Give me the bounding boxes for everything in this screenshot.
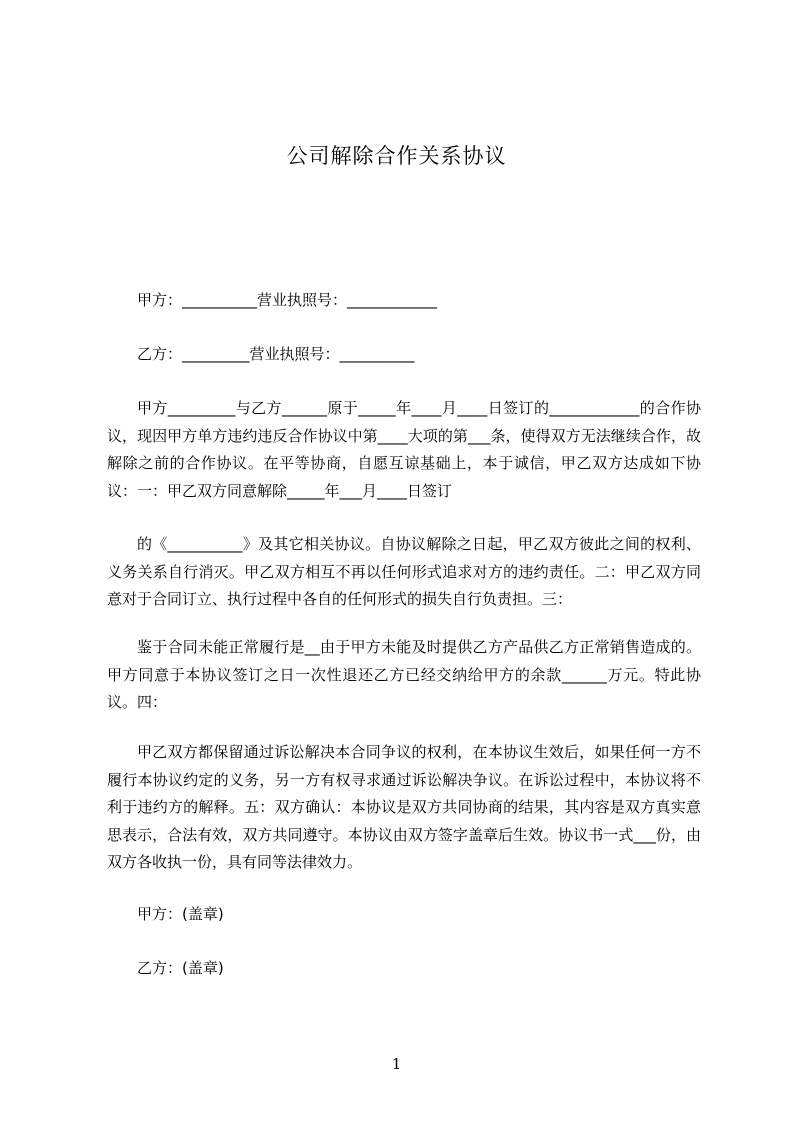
- party-b-line: 乙方：_________营业执照号：__________: [137, 345, 415, 363]
- clause-four-five-paragraph: 甲乙双方都保留通过诉讼解决本合同争议的权利，在本协议生效后，如果任何一方不履行本协议约定的义务，另一方有权寻求通过诉讼解决争议。在诉讼过程中，本协议将不利于违约方的解释。五：双方确认：本协议是双方共同协商的结果，其内容是双方真实意思表示，合法有效，双方共同遵守。本协议由双方签字盖章后生效。协议书一式___份，由双方各收执一份，具有同等法律效力。: [107, 743, 701, 871]
- party-b-seal-line: 乙方：(盖章): [137, 959, 224, 977]
- clause-three-paragraph: 鉴于合同未能正常履行是__由于甲方未能及时提供乙方产品供乙方正常销售造成的。甲方同意于本协议签订之日一次性退还乙方已经交纳给甲方的余款______万元。特此协议。四：: [107, 638, 701, 711]
- agreement-intro-paragraph: 甲方_________与乙方______原于_____年____月____日签订的____________的合作协议，现因甲方单方违约违反合作协议中第____大项的第___条，使得双方无法继续合作，故解除之前的合作协议。在平等协商，自愿互谅基础上，本于诚信，甲乙双方达成如下协议：一：甲乙双方同意解除_____年___月____日签订: [107, 399, 701, 500]
- party-a-seal-line: 甲方：(盖章): [137, 905, 224, 923]
- document-title: 公司解除合作关系协议: [286, 144, 507, 168]
- page-number: 1: [391, 1055, 402, 1073]
- clause-two-paragraph: 的《__________》及其它相关协议。自协议解除之日起，甲乙双方彼此之间的权利、义务关系自行消灭。甲乙双方相互不再以任何形式追求对方的违约责任。二：甲乙双方同意对于合同订立、执行过程中各自的任何形式的损失自行负责担。三：: [107, 535, 701, 608]
- party-a-line: 甲方：__________营业执照号：____________: [137, 291, 438, 309]
